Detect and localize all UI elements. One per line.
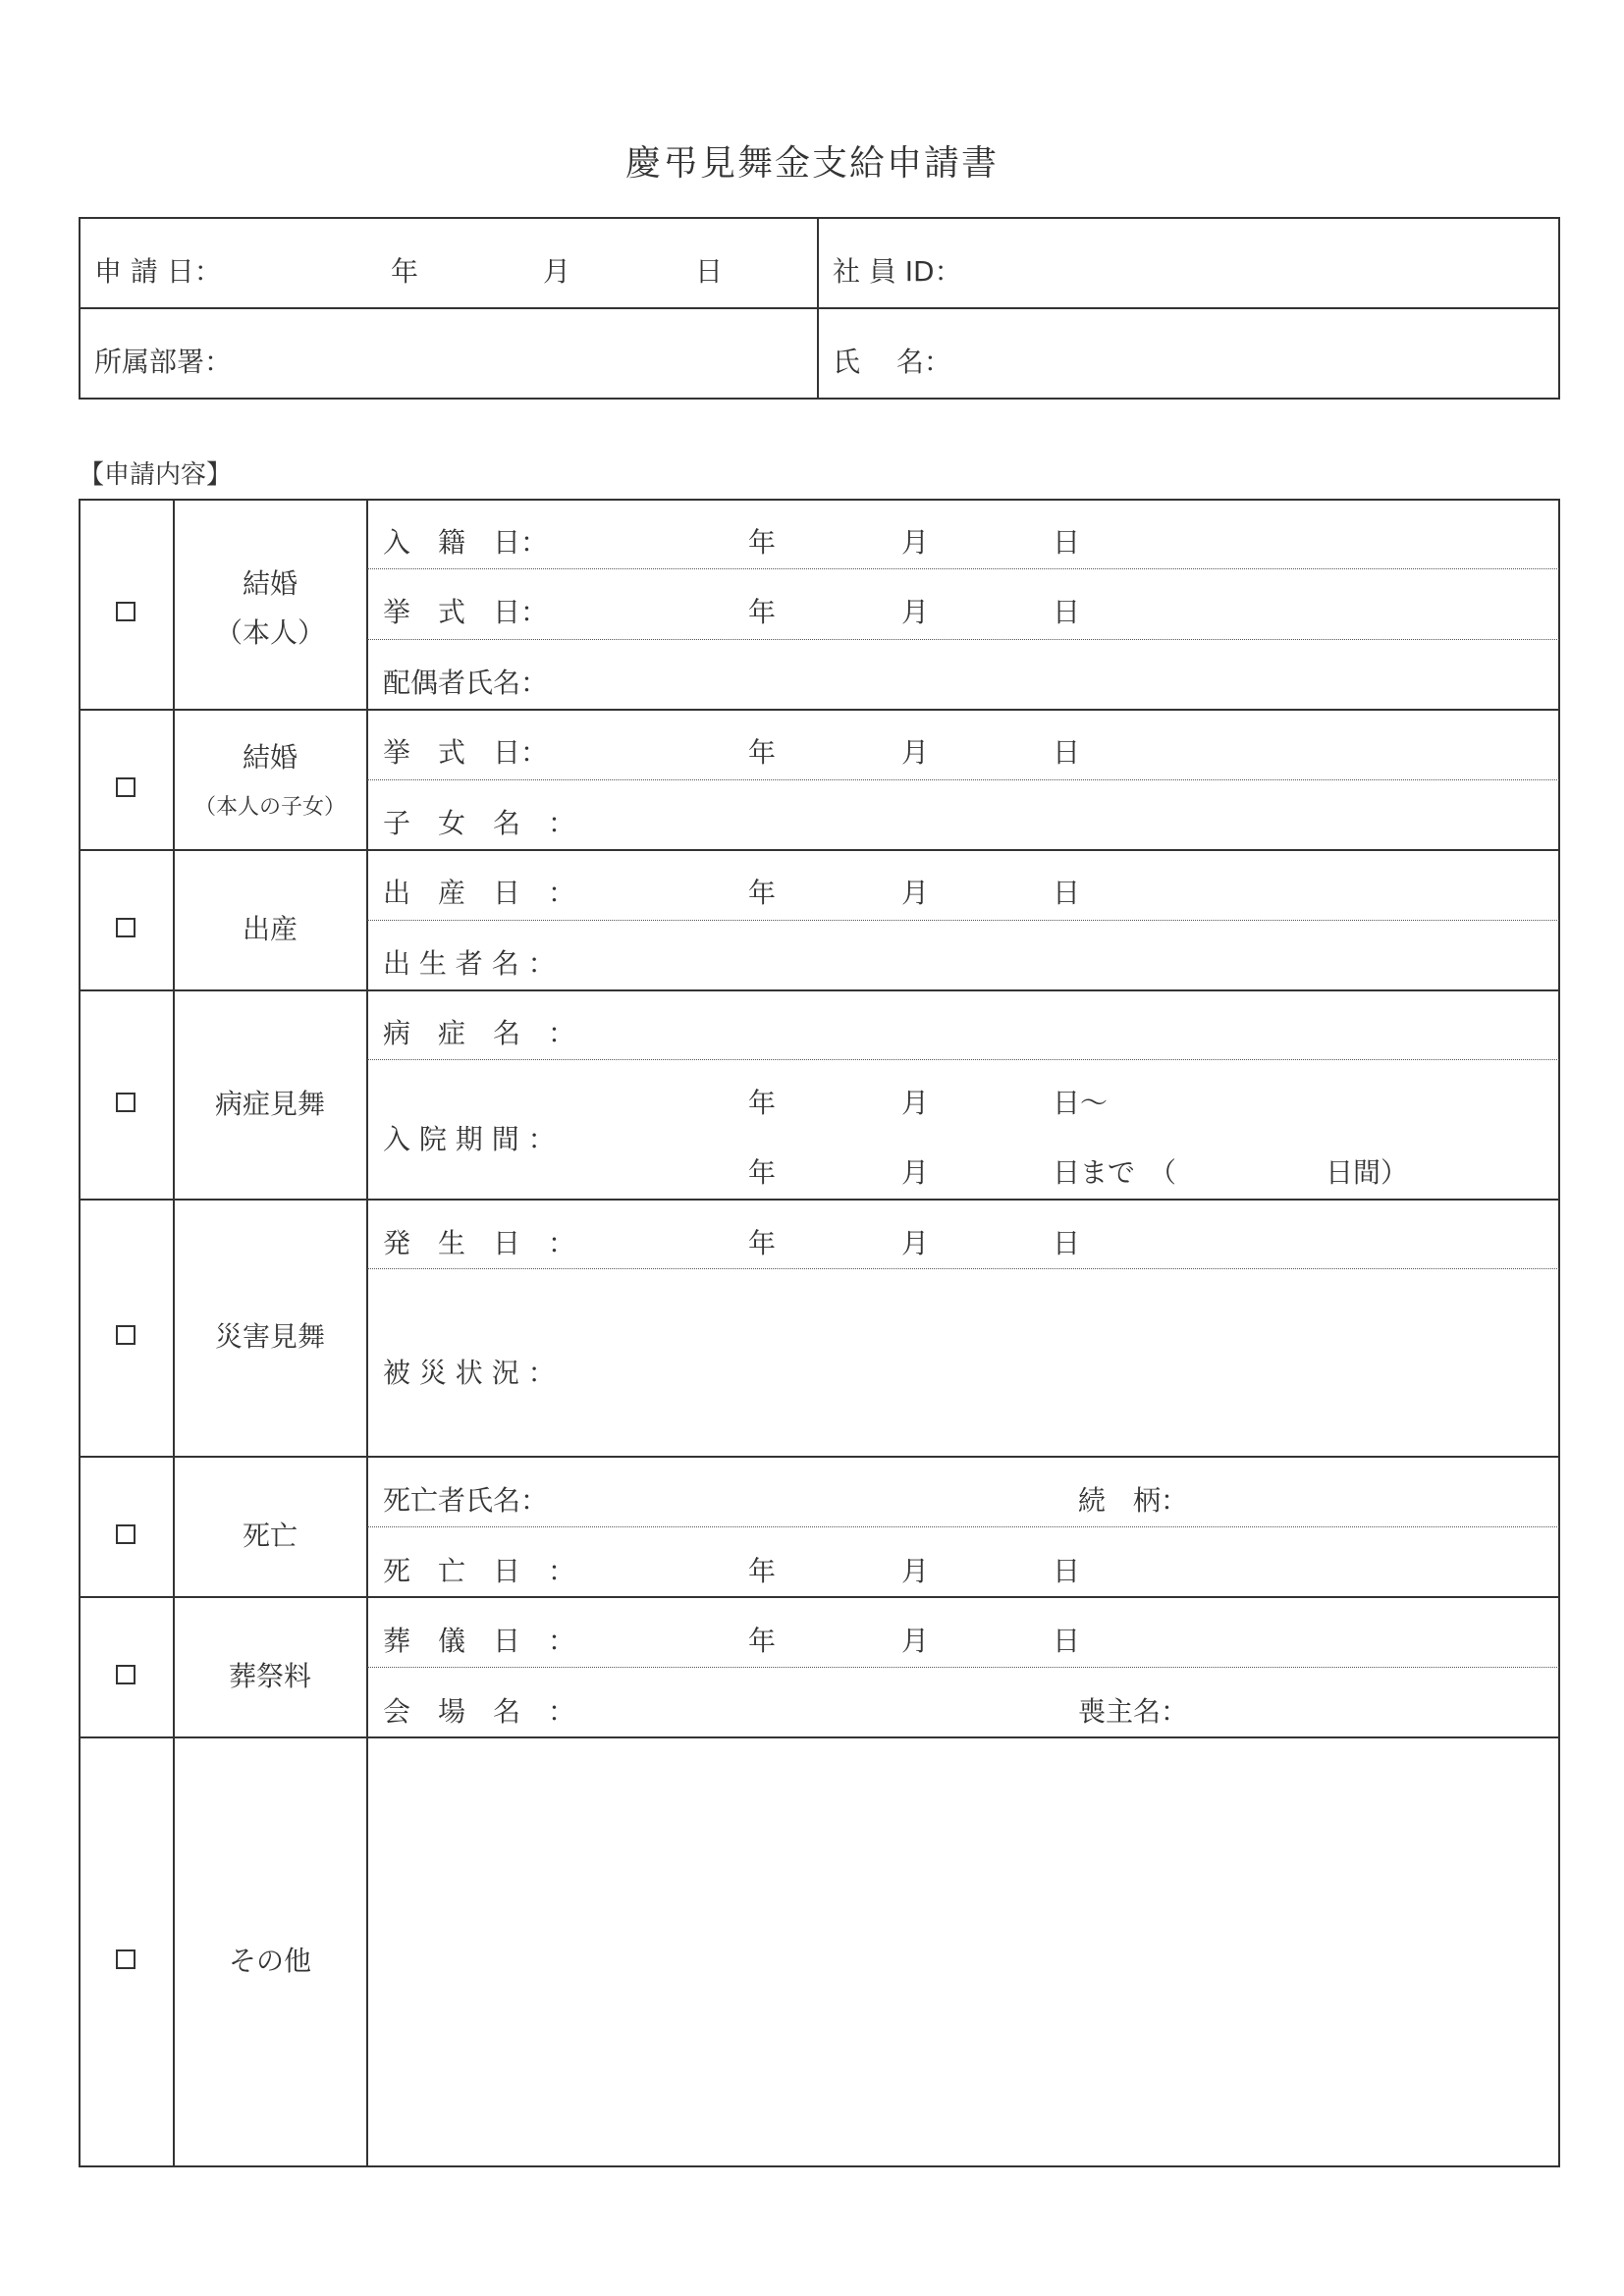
year-field[interactable]: 年 xyxy=(748,526,777,559)
deceased-name-label: 死亡者氏名： xyxy=(383,1484,549,1517)
employee-id-label: 社 員 ID： xyxy=(833,255,962,288)
day-field[interactable]: 日 xyxy=(1053,736,1081,769)
section-title: 【申請内容】 xyxy=(79,460,233,490)
child-name-label: 子 女 名 ： xyxy=(383,807,576,839)
relation-label: 続 柄： xyxy=(1078,1484,1189,1517)
death-date-label: 死 亡 日 ： xyxy=(383,1555,576,1587)
department-label: 所属部署： xyxy=(94,346,233,378)
month-field[interactable]: 月 xyxy=(901,1227,930,1259)
chief-mourner-label: 喪主名： xyxy=(1078,1695,1189,1728)
birth-checkbox[interactable] xyxy=(116,918,135,937)
other-checkbox[interactable] xyxy=(116,1949,135,1969)
marriage-self-checkbox[interactable] xyxy=(116,602,135,621)
month-field[interactable]: 月 xyxy=(901,526,930,559)
day-field[interactable]: 日 xyxy=(1053,526,1081,559)
registration-date-label: 入 籍 日： xyxy=(383,526,549,559)
apply-date-day-field[interactable]: 日 xyxy=(695,255,724,288)
year-field[interactable]: 年 xyxy=(748,1087,777,1119)
category-marriage-child-sub: （本人の子女） xyxy=(193,795,347,820)
row-separator xyxy=(79,1596,1560,1598)
funeral-date-label: 葬 儀 日 ： xyxy=(383,1625,576,1657)
birth-date-label: 出 産 日 ： xyxy=(383,877,576,909)
illness-checkbox[interactable] xyxy=(116,1093,135,1112)
subrow-divider xyxy=(367,1059,1559,1060)
header-divider-v xyxy=(817,217,819,400)
row-separator xyxy=(79,1456,1560,1458)
year-field[interactable]: 年 xyxy=(748,1156,777,1189)
subrow-divider xyxy=(367,1526,1559,1527)
day-until-field[interactable]: 日まで （ xyxy=(1053,1156,1177,1189)
row-separator xyxy=(79,1736,1560,1738)
year-field[interactable]: 年 xyxy=(748,736,777,769)
funeral-checkbox[interactable] xyxy=(116,1665,135,1684)
row-separator xyxy=(79,989,1560,991)
page-title: 慶弔見舞金支給申請書 xyxy=(624,143,999,184)
apply-date-month-field[interactable]: 月 xyxy=(543,255,571,288)
ceremony-date-label: 挙 式 日： xyxy=(383,736,549,769)
table-divider-v1 xyxy=(173,499,175,2167)
category-other: その他 xyxy=(228,1945,312,1977)
subrow-divider xyxy=(367,568,1559,569)
year-field[interactable]: 年 xyxy=(748,1555,777,1587)
day-field[interactable]: 日 xyxy=(1053,877,1081,909)
row-separator xyxy=(79,709,1560,711)
subrow-divider xyxy=(367,1268,1559,1269)
month-field[interactable]: 月 xyxy=(901,596,930,628)
name-label: 氏 名： xyxy=(833,346,951,378)
year-field[interactable]: 年 xyxy=(748,877,777,909)
year-field[interactable]: 年 xyxy=(748,596,777,628)
apply-date-year-field[interactable]: 年 xyxy=(391,255,419,288)
category-marriage-self: 結婚 xyxy=(242,567,298,600)
category-marriage-child: 結婚 xyxy=(242,741,298,774)
month-field[interactable]: 月 xyxy=(901,877,930,909)
month-field[interactable]: 月 xyxy=(901,1087,930,1119)
marriage-child-checkbox[interactable] xyxy=(116,777,135,797)
month-field[interactable]: 月 xyxy=(901,1625,930,1657)
table-divider-v2 xyxy=(366,499,368,2167)
subrow-divider xyxy=(367,779,1559,780)
newborn-name-label: 出 生 者 名 ： xyxy=(383,947,556,980)
apply-date-label: 申 請 日： xyxy=(94,255,222,288)
header-divider-h xyxy=(79,307,1560,309)
other-details-area[interactable] xyxy=(369,1739,1557,2165)
day-field[interactable]: 日 xyxy=(1053,1555,1081,1587)
venue-name-label: 会 場 名 ： xyxy=(383,1695,576,1728)
disaster-checkbox[interactable] xyxy=(116,1325,135,1345)
subrow-divider xyxy=(367,920,1559,921)
spouse-name-label: 配偶者氏名： xyxy=(383,667,549,699)
month-field[interactable]: 月 xyxy=(901,1555,930,1587)
category-marriage-self-sub: （本人） xyxy=(214,616,326,649)
hospital-period-label: 入 院 期 間 ： xyxy=(383,1123,556,1155)
day-field[interactable]: 日 xyxy=(1053,1227,1081,1259)
day-from-field[interactable]: 日～ xyxy=(1053,1087,1109,1119)
disease-name-label: 病 症 名 ： xyxy=(383,1017,576,1049)
category-funeral: 葬祭料 xyxy=(228,1660,312,1692)
year-field[interactable]: 年 xyxy=(748,1227,777,1259)
occurrence-date-label: 発 生 日 ： xyxy=(383,1227,576,1259)
subrow-divider xyxy=(367,1667,1559,1668)
category-death: 死亡 xyxy=(242,1520,298,1552)
damage-status-label: 被 災 状 況 ： xyxy=(383,1357,556,1389)
month-field[interactable]: 月 xyxy=(901,1156,930,1189)
row-separator xyxy=(79,1199,1560,1201)
subrow-divider xyxy=(367,639,1559,640)
row-separator xyxy=(79,849,1560,851)
category-birth: 出産 xyxy=(242,913,298,945)
year-field[interactable]: 年 xyxy=(748,1625,777,1657)
month-field[interactable]: 月 xyxy=(901,736,930,769)
death-checkbox[interactable] xyxy=(116,1524,135,1544)
category-disaster: 災害見舞 xyxy=(214,1320,326,1353)
day-field[interactable]: 日 xyxy=(1053,1625,1081,1657)
day-field[interactable]: 日 xyxy=(1053,596,1081,628)
days-count-field[interactable]: 日間） xyxy=(1326,1156,1409,1189)
category-illness: 病症見舞 xyxy=(214,1088,326,1120)
ceremony-date-label: 挙 式 日： xyxy=(383,596,549,628)
